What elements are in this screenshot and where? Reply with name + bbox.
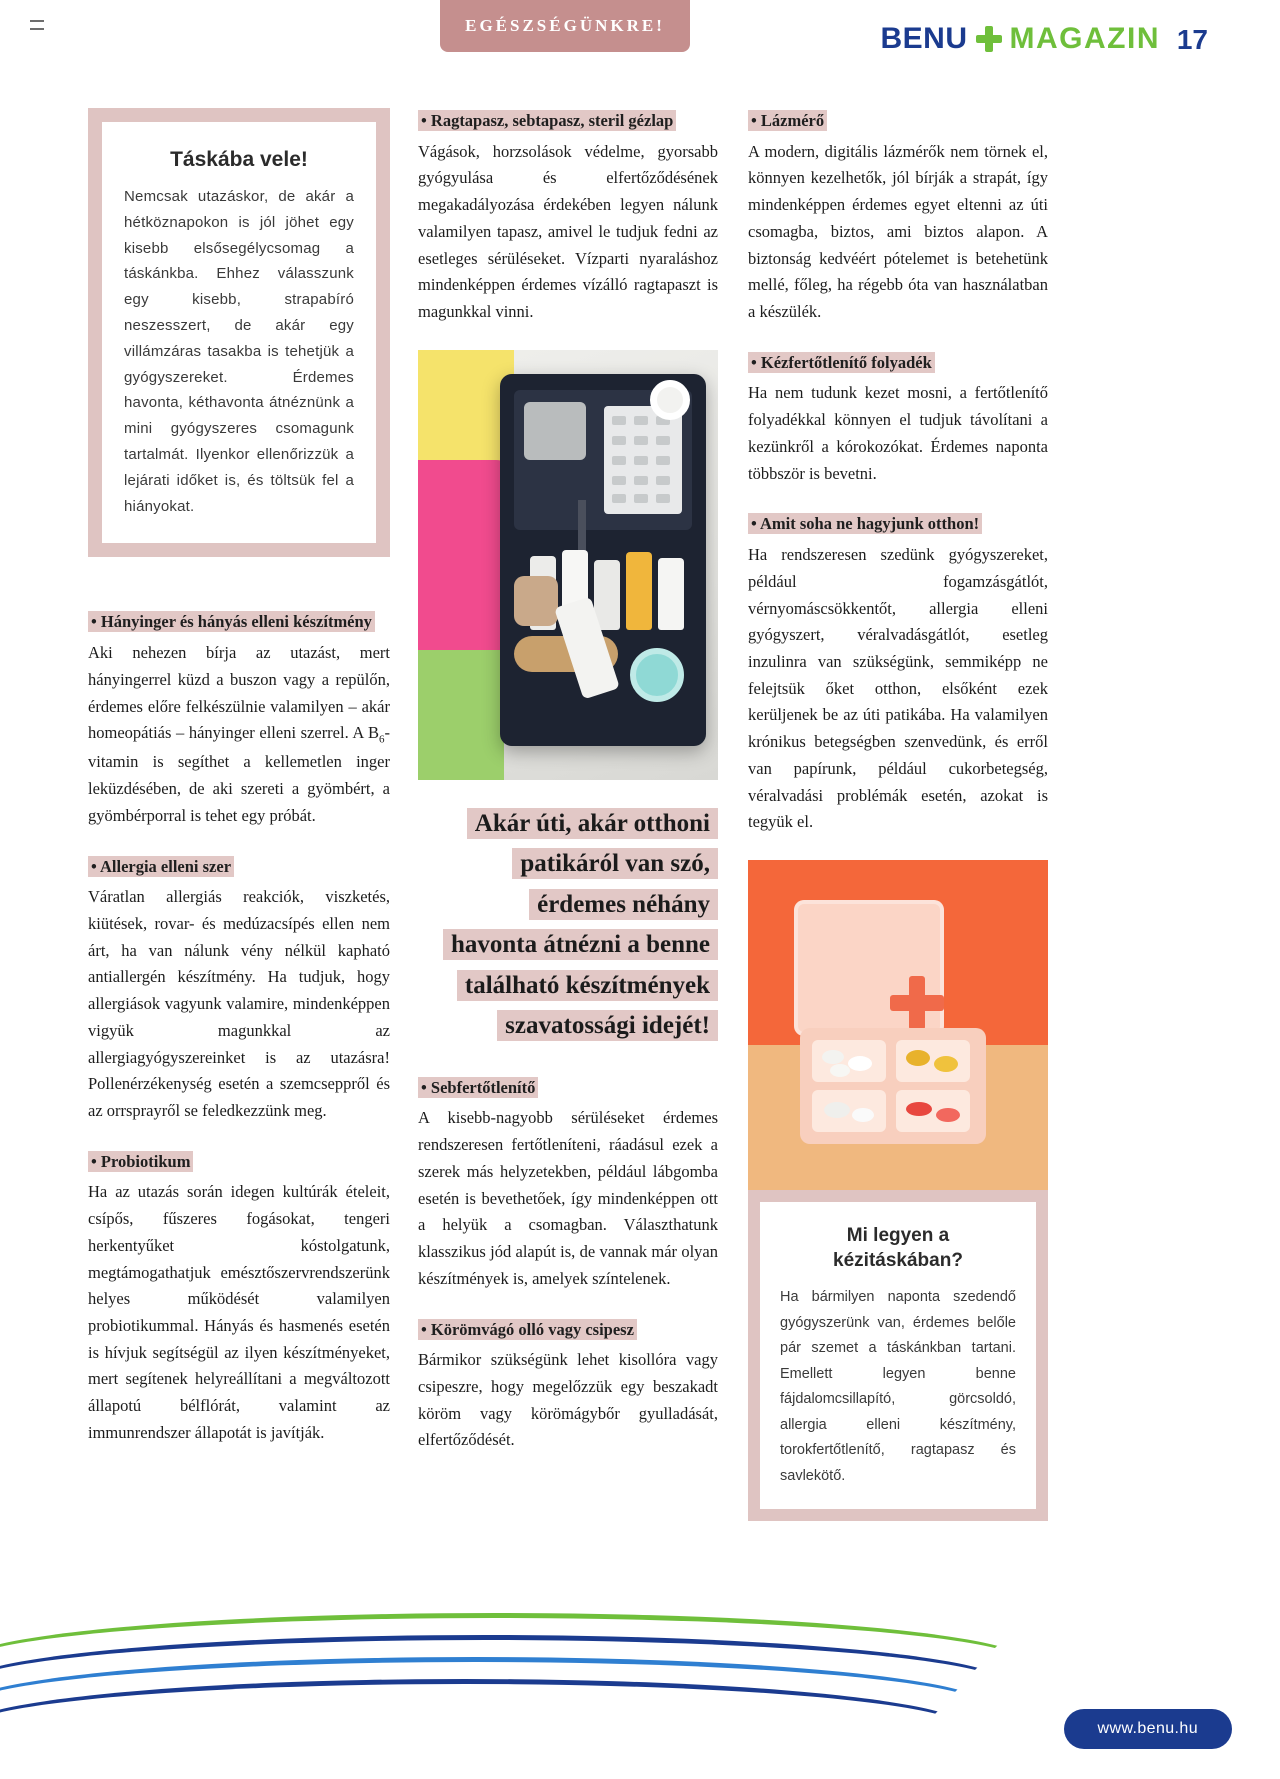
article-block xyxy=(748,108,1048,326)
tip-box-title: Táskába vele! xyxy=(170,148,308,171)
article-heading: • Sebfertőtlenítő xyxy=(418,1077,538,1098)
article-block xyxy=(418,1075,718,1293)
article-paragraph: Ha rendszeresen szedünk gyógyszereket, például fogamzásgátlót, vérnyomáscsökkentőt, allergia elleni gyógyszert, véralvadásgátlót, esetleg inzulinra van szükségünk, semmiképp ne felejtsük őket otthon, elsőként ezek kerüljenek be az úti patikába. Ha valamilyen krónikus betegségben szenvedünk, és erről van papírunk, például cukorbetegség, véralvadási problémák esetén, azokat is tegyük el. xyxy=(748,545,1048,832)
first-aid-kit-photo xyxy=(418,350,718,780)
column-center xyxy=(418,108,718,1478)
article-heading: • Allergia elleni szer xyxy=(88,856,234,877)
article-block xyxy=(88,609,390,829)
article-paragraph: A kisebb-nagyobb sérüléseket érdemes rendszeresen fertőtleníteni, ráadásul ezek a szerek más helyzetekben, például lábgomba esetén is bevethetőek, így mindenképpen ott a helyük a csomagban. Választhatunk klasszikus jód alapút is, de vannak már olyan készítmények is, amelyek színtelenek. xyxy=(418,1108,718,1288)
handbag-tip-title-line-1: Mi legyen a xyxy=(846,1224,950,1246)
article-heading: • Kézfertőtlenítő folyadék xyxy=(748,352,935,373)
article-paragraph: Ha nem tudunk kezet mosni, a fertőtlenítő folyadékkal könnyen el tudjuk távolítani a kezünkről a kórokozókat. Érdemes naponta többször is bevetni. xyxy=(748,383,1048,483)
article-block xyxy=(88,854,390,1125)
article-heading: • Körömvágó olló vagy csipesz xyxy=(418,1319,637,1340)
article-paragraph: Ha az utazás során idegen kultúrák ételeit, csípős, fűszeres fogásokat, tengeri herkentyűket kóstolgatunk, megtámogathatjuk emésztőszervrendszerünk helyes működését valamilyen probiotikummal. Hányás és hasmenés esetén is hívjuk segítségül az ilyen készítményeket, mert segítenek helyreállítani a megváltozott állapotú bélflórát, valamint az immunrendszer állapotát is javítják. xyxy=(88,1182,390,1442)
tip-box xyxy=(88,108,390,557)
pull-quote-line: érdemes néhány xyxy=(529,889,718,920)
article-paragraph: Aki nehezen bírja az utazást, mert hányingerrel küzd a buszon vagy a repülőn, érdemes előre felkészülnie valamilyen – akár homeopátiás – hányinger elleni szerrel. A $B_6$-vitamin is segíthet a kellemetlen inger leküzdésében, de aki szereti a gyömbért, a gyömbérporral is tehet egy próbát. xyxy=(88,643,390,825)
article-paragraph: A modern, digitális lázmérők nem törnek el, könnyen kezelhetők, jól bírják a strapát, így mindenképpen érdemes egyet eltenni az úti csomagba, biztos, ami biztos alapon. A biztonság kedvéért pótelemet is betehetünk mellé, főleg, ha régebb óta van használatban a készülék. xyxy=(748,141,1048,322)
page-number: 17 xyxy=(1176,24,1208,55)
pill-organizer-photo xyxy=(748,860,1048,1190)
page-footer xyxy=(0,1655,1280,1775)
handbag-tip-text: Ha bármilyen naponta szedendő gyógyszerünk van, érdemes belőle pár szemet a táskánkban tartani. Emellett legyen benne fájdalomcsillapító, görcsoldó, allergia elleni készítmény, torokfertőtlenítő, ragtapasz és savlekötő. xyxy=(780,1289,1016,1484)
handbag-tip-box xyxy=(748,1190,1048,1522)
column-left xyxy=(88,108,390,1471)
article-heading: • Ragtapasz, sebtapasz, steril gézlap xyxy=(418,110,676,131)
website-url[interactable]: www.benu.hu xyxy=(1064,1709,1232,1749)
pull-quote-line: Akár úti, akár otthoni xyxy=(467,808,718,839)
red-cross-icon xyxy=(890,976,944,1030)
article-heading: • Hányinger és hányás elleni készítmény xyxy=(88,611,375,632)
article-block xyxy=(418,1317,718,1455)
pull-quote-line: patikáról van szó, xyxy=(512,848,718,879)
handbag-tip-title xyxy=(780,1224,1016,1273)
brand-magazine-label: MAGAZIN xyxy=(1009,22,1160,55)
article-block xyxy=(418,108,718,326)
green-cross-icon xyxy=(976,26,1002,52)
article-heading: • Probiotikum xyxy=(88,1151,193,1172)
page-header xyxy=(0,0,1280,92)
pull-quote-line: havonta átnézni a benne xyxy=(443,929,718,960)
footer-swoosh-navy-2 xyxy=(0,1679,970,1779)
article-paragraph: Bármikor szükségünk lehet kisollóra vagy csipeszre, hogy megelőzzük egy beszakadt köröm vagy körömágybőr gyulladását, elfertőződését. xyxy=(418,1350,718,1450)
brand-logo xyxy=(881,22,1161,56)
crop-mark-icon xyxy=(30,20,44,30)
article-paragraph: Váratlan allergiás reakciók, viszketés, kiütések, rovar- és medúzacsípés ellen nem árt, ha van nálunk vény nélkül kapható antiallergén készítmény. Ha tudjuk, hogy allergiások vagyunk valamire, mindenképpen vigyük magunkkal az allergiagyógyszereinket is az utazásra! Pollenérzékenység esetén a szemcseppről és az orrsprayről se feledkezzünk meg. xyxy=(88,887,390,1120)
article-block xyxy=(88,1149,390,1447)
article-heading: • Lázmérő xyxy=(748,110,827,131)
pull-quote-line: található készítmények xyxy=(457,970,718,1001)
pull-quote xyxy=(418,804,718,1047)
tip-box-text: Nemcsak utazáskor, de akár a hétköznapokon is jól jöhet egy kisebb elsősegélycsomag a táskánkba. Ehhez válasszunk egy kisebb, strapabíró neszesszert, de akár egy villámzáras tasakba is tehetjük a gyógyszereket. Érdemes havonta, kéthavonta átnéznünk a mini gyógyszeres csomagunk tartalmát. Ilyenkor ellenőrizzük a lejárati időket is, és töltsük fel a hiányokat. xyxy=(124,188,354,515)
handbag-tip-title-line-2: kézitáskában? xyxy=(833,1249,963,1271)
article-block xyxy=(748,511,1048,836)
article-block xyxy=(748,350,1048,488)
section-tab: EGÉSZSÉGÜNKRE! xyxy=(440,0,690,52)
pull-quote-line: szavatossági idejét! xyxy=(497,1010,718,1041)
brand-name: BENU xyxy=(880,22,968,55)
column-right xyxy=(748,108,1048,1521)
article-heading: • Amit soha ne hagyjunk otthon! xyxy=(748,513,982,534)
article-paragraph: Vágások, horzsolások védelme, gyorsabb gyógyulása és elfertőződésének megakadályozása érdekében legyen nálunk valamilyen tapasz, amivel le tudjuk fedni az esetleges sérüléseket. Vízparti nyaraláshoz mindenképpen érdemes vízálló ragtapaszt is magunkkal vinni. xyxy=(418,141,718,322)
